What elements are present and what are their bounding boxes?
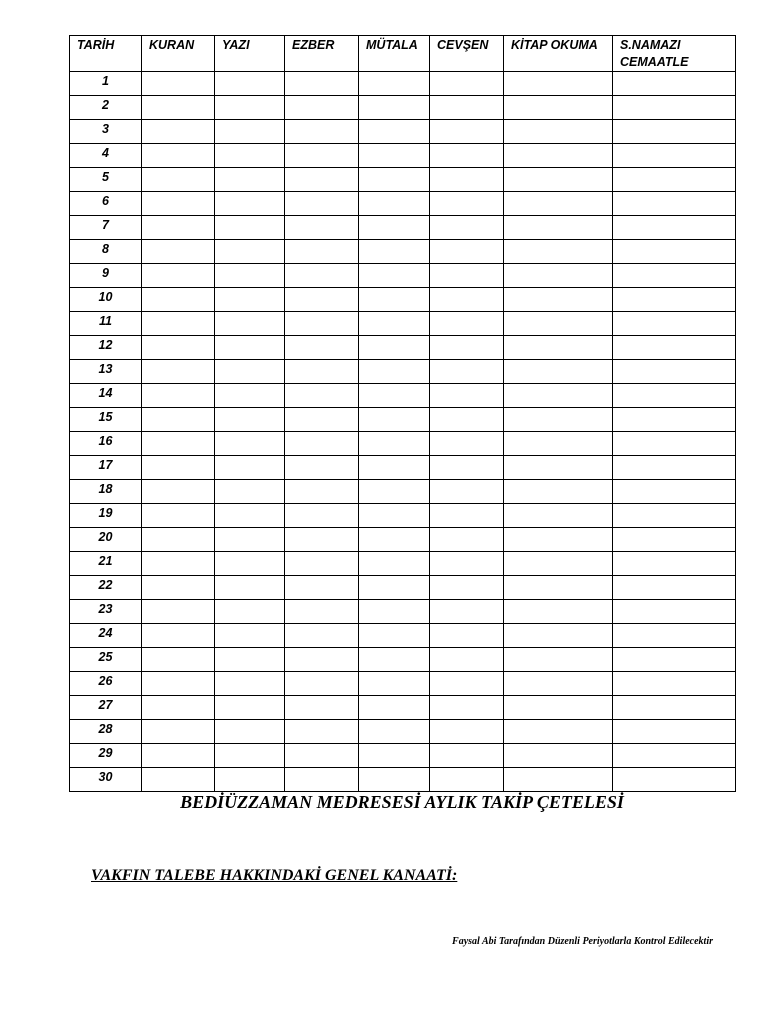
entry-cell[interactable] bbox=[504, 336, 613, 360]
table-row bbox=[70, 456, 736, 480]
column-header: S.NAMAZI CEMAATLE bbox=[613, 36, 736, 72]
entry-cell[interactable] bbox=[359, 264, 430, 288]
entry-cell[interactable] bbox=[285, 720, 359, 744]
column-header: CEVŞEN bbox=[430, 36, 504, 72]
entry-cell[interactable] bbox=[504, 120, 613, 144]
entry-cell[interactable] bbox=[215, 528, 285, 552]
entry-cell[interactable] bbox=[430, 528, 504, 552]
table-row bbox=[70, 72, 736, 96]
entry-cell[interactable] bbox=[215, 360, 285, 384]
table-row bbox=[70, 240, 736, 264]
entry-cell[interactable] bbox=[215, 600, 285, 624]
entry-cell[interactable] bbox=[285, 192, 359, 216]
day-number-cell: 27 bbox=[70, 696, 142, 720]
entry-cell[interactable] bbox=[215, 576, 285, 600]
entry-cell[interactable] bbox=[613, 312, 736, 336]
entry-cell[interactable] bbox=[215, 408, 285, 432]
entry-cell[interactable] bbox=[430, 744, 504, 768]
entry-cell[interactable] bbox=[430, 600, 504, 624]
table-row bbox=[70, 600, 736, 624]
entry-cell[interactable] bbox=[215, 432, 285, 456]
entry-cell[interactable] bbox=[142, 504, 215, 528]
entry-cell[interactable] bbox=[142, 456, 215, 480]
entry-cell[interactable] bbox=[142, 768, 215, 792]
day-number-cell: 4 bbox=[70, 144, 142, 168]
entry-cell[interactable] bbox=[215, 312, 285, 336]
entry-cell[interactable] bbox=[142, 432, 215, 456]
entry-cell[interactable] bbox=[504, 480, 613, 504]
entry-cell[interactable] bbox=[359, 384, 430, 408]
entry-cell[interactable] bbox=[215, 336, 285, 360]
entry-cell[interactable] bbox=[430, 168, 504, 192]
entry-cell[interactable] bbox=[285, 384, 359, 408]
entry-cell[interactable] bbox=[142, 216, 215, 240]
entry-cell[interactable] bbox=[430, 408, 504, 432]
day-number-cell: 30 bbox=[70, 768, 142, 792]
entry-cell[interactable] bbox=[430, 336, 504, 360]
entry-cell[interactable] bbox=[430, 216, 504, 240]
entry-cell[interactable] bbox=[430, 144, 504, 168]
entry-cell[interactable] bbox=[285, 648, 359, 672]
entry-cell[interactable] bbox=[613, 240, 736, 264]
entry-cell[interactable] bbox=[613, 264, 736, 288]
day-number-cell: 25 bbox=[70, 648, 142, 672]
entry-cell[interactable] bbox=[359, 768, 430, 792]
entry-cell[interactable] bbox=[613, 72, 736, 96]
entry-cell[interactable] bbox=[504, 360, 613, 384]
day-number-cell: 17 bbox=[70, 456, 142, 480]
table-row bbox=[70, 624, 736, 648]
entry-cell[interactable] bbox=[430, 192, 504, 216]
entry-cell[interactable] bbox=[430, 432, 504, 456]
table-row bbox=[70, 552, 736, 576]
entry-cell[interactable] bbox=[359, 696, 430, 720]
entry-cell[interactable] bbox=[215, 480, 285, 504]
entry-cell[interactable] bbox=[504, 768, 613, 792]
day-number-cell: 2 bbox=[70, 96, 142, 120]
entry-cell[interactable] bbox=[430, 240, 504, 264]
entry-cell[interactable] bbox=[613, 120, 736, 144]
entry-cell[interactable] bbox=[215, 144, 285, 168]
entry-cell[interactable] bbox=[215, 240, 285, 264]
column-header: TARİH bbox=[70, 36, 142, 72]
entry-cell[interactable] bbox=[142, 168, 215, 192]
entry-cell[interactable] bbox=[215, 216, 285, 240]
day-number-cell: 15 bbox=[70, 408, 142, 432]
entry-cell[interactable] bbox=[142, 312, 215, 336]
entry-cell[interactable] bbox=[359, 216, 430, 240]
entry-cell[interactable] bbox=[430, 96, 504, 120]
day-number-cell: 3 bbox=[70, 120, 142, 144]
entry-cell[interactable] bbox=[430, 624, 504, 648]
table-row bbox=[70, 744, 736, 768]
day-number-cell: 23 bbox=[70, 600, 142, 624]
entry-cell[interactable] bbox=[142, 672, 215, 696]
table-row bbox=[70, 144, 736, 168]
entry-cell[interactable] bbox=[504, 600, 613, 624]
table-row bbox=[70, 504, 736, 528]
entry-cell[interactable] bbox=[285, 696, 359, 720]
entry-cell[interactable] bbox=[359, 552, 430, 576]
entry-cell[interactable] bbox=[613, 144, 736, 168]
entry-cell[interactable] bbox=[142, 384, 215, 408]
entry-cell[interactable] bbox=[430, 552, 504, 576]
entry-cell[interactable] bbox=[142, 528, 215, 552]
entry-cell[interactable] bbox=[359, 672, 430, 696]
table-row bbox=[70, 648, 736, 672]
table-row bbox=[70, 528, 736, 552]
entry-cell[interactable] bbox=[613, 768, 736, 792]
table-body bbox=[70, 72, 736, 792]
column-header: KURAN bbox=[142, 36, 215, 72]
monthly-tracking-table bbox=[69, 35, 736, 792]
entry-cell[interactable] bbox=[359, 120, 430, 144]
entry-cell[interactable] bbox=[430, 720, 504, 744]
entry-cell[interactable] bbox=[430, 576, 504, 600]
entry-cell[interactable] bbox=[430, 264, 504, 288]
day-number-cell: 12 bbox=[70, 336, 142, 360]
entry-cell[interactable] bbox=[504, 744, 613, 768]
entry-cell[interactable] bbox=[285, 432, 359, 456]
entry-cell[interactable] bbox=[430, 648, 504, 672]
entry-cell[interactable] bbox=[285, 72, 359, 96]
entry-cell[interactable] bbox=[142, 480, 215, 504]
entry-cell[interactable] bbox=[359, 312, 430, 336]
entry-cell[interactable] bbox=[504, 240, 613, 264]
entry-cell[interactable] bbox=[285, 408, 359, 432]
entry-cell[interactable] bbox=[215, 696, 285, 720]
table-row bbox=[70, 432, 736, 456]
entry-cell[interactable] bbox=[613, 480, 736, 504]
entry-cell[interactable] bbox=[285, 264, 359, 288]
day-number-cell: 28 bbox=[70, 720, 142, 744]
entry-cell[interactable] bbox=[285, 456, 359, 480]
entry-cell[interactable] bbox=[613, 336, 736, 360]
day-number-cell: 10 bbox=[70, 288, 142, 312]
entry-cell[interactable] bbox=[142, 576, 215, 600]
table-row bbox=[70, 576, 736, 600]
entry-cell[interactable] bbox=[359, 168, 430, 192]
entry-cell[interactable] bbox=[215, 648, 285, 672]
entry-cell[interactable] bbox=[359, 624, 430, 648]
entry-cell[interactable] bbox=[504, 312, 613, 336]
entry-cell[interactable] bbox=[285, 216, 359, 240]
table-header-row bbox=[70, 36, 736, 72]
entry-cell[interactable] bbox=[285, 144, 359, 168]
entry-cell[interactable] bbox=[285, 624, 359, 648]
entry-cell[interactable] bbox=[142, 624, 215, 648]
entry-cell[interactable] bbox=[359, 744, 430, 768]
entry-cell[interactable] bbox=[613, 648, 736, 672]
column-header: MÜTALA bbox=[359, 36, 430, 72]
entry-cell[interactable] bbox=[430, 504, 504, 528]
entry-cell[interactable] bbox=[285, 600, 359, 624]
entry-cell[interactable] bbox=[215, 720, 285, 744]
entry-cell[interactable] bbox=[142, 120, 215, 144]
entry-cell[interactable] bbox=[359, 456, 430, 480]
table-row bbox=[70, 408, 736, 432]
entry-cell[interactable] bbox=[359, 576, 430, 600]
entry-cell[interactable] bbox=[359, 96, 430, 120]
footer-note: Faysal Abi Tarafından Düzenli Periyotlarla Kontrol Edilecektir bbox=[452, 936, 713, 947]
entry-cell[interactable] bbox=[504, 72, 613, 96]
day-number-cell: 9 bbox=[70, 264, 142, 288]
entry-cell[interactable] bbox=[613, 552, 736, 576]
column-header: EZBER bbox=[285, 36, 359, 72]
day-number-cell: 26 bbox=[70, 672, 142, 696]
entry-cell[interactable] bbox=[215, 768, 285, 792]
entry-cell[interactable] bbox=[142, 192, 215, 216]
entry-cell[interactable] bbox=[285, 480, 359, 504]
entry-cell[interactable] bbox=[359, 144, 430, 168]
day-number-cell: 1 bbox=[70, 72, 142, 96]
entry-cell[interactable] bbox=[359, 504, 430, 528]
entry-cell[interactable] bbox=[285, 120, 359, 144]
entry-cell[interactable] bbox=[504, 672, 613, 696]
entry-cell[interactable] bbox=[504, 552, 613, 576]
entry-cell[interactable] bbox=[504, 648, 613, 672]
entry-cell[interactable] bbox=[285, 672, 359, 696]
entry-cell[interactable] bbox=[613, 624, 736, 648]
day-number-cell: 21 bbox=[70, 552, 142, 576]
day-number-cell: 20 bbox=[70, 528, 142, 552]
entry-cell[interactable] bbox=[142, 96, 215, 120]
day-number-cell: 6 bbox=[70, 192, 142, 216]
entry-cell[interactable] bbox=[142, 648, 215, 672]
entry-cell[interactable] bbox=[613, 96, 736, 120]
entry-cell[interactable] bbox=[142, 360, 215, 384]
day-number-cell: 18 bbox=[70, 480, 142, 504]
table-row bbox=[70, 720, 736, 744]
day-number-cell: 19 bbox=[70, 504, 142, 528]
entry-cell[interactable] bbox=[142, 696, 215, 720]
entry-cell[interactable] bbox=[430, 360, 504, 384]
entry-cell[interactable] bbox=[215, 744, 285, 768]
entry-cell[interactable] bbox=[504, 528, 613, 552]
entry-cell[interactable] bbox=[215, 288, 285, 312]
entry-cell[interactable] bbox=[359, 600, 430, 624]
entry-cell[interactable] bbox=[142, 144, 215, 168]
entry-cell[interactable] bbox=[359, 480, 430, 504]
entry-cell[interactable] bbox=[613, 288, 736, 312]
entry-cell[interactable] bbox=[613, 168, 736, 192]
entry-cell[interactable] bbox=[142, 72, 215, 96]
entry-cell[interactable] bbox=[613, 408, 736, 432]
entry-cell[interactable] bbox=[215, 120, 285, 144]
entry-cell[interactable] bbox=[142, 288, 215, 312]
entry-cell[interactable] bbox=[613, 384, 736, 408]
entry-cell[interactable] bbox=[430, 120, 504, 144]
column-header: YAZI bbox=[215, 36, 285, 72]
day-number-cell: 7 bbox=[70, 216, 142, 240]
entry-cell[interactable] bbox=[613, 456, 736, 480]
entry-cell[interactable] bbox=[215, 96, 285, 120]
table-row bbox=[70, 336, 736, 360]
entry-cell[interactable] bbox=[215, 552, 285, 576]
table-row bbox=[70, 120, 736, 144]
entry-cell[interactable] bbox=[359, 72, 430, 96]
entry-cell[interactable] bbox=[142, 264, 215, 288]
entry-cell[interactable] bbox=[504, 264, 613, 288]
entry-cell[interactable] bbox=[430, 768, 504, 792]
entry-cell[interactable] bbox=[285, 168, 359, 192]
entry-cell[interactable] bbox=[215, 72, 285, 96]
entry-cell[interactable] bbox=[142, 744, 215, 768]
entry-cell[interactable] bbox=[285, 312, 359, 336]
entry-cell[interactable] bbox=[613, 192, 736, 216]
entry-cell[interactable] bbox=[504, 168, 613, 192]
table-row bbox=[70, 168, 736, 192]
entry-cell[interactable] bbox=[285, 504, 359, 528]
entry-cell[interactable] bbox=[504, 144, 613, 168]
day-number-cell: 22 bbox=[70, 576, 142, 600]
day-number-cell: 16 bbox=[70, 432, 142, 456]
entry-cell[interactable] bbox=[215, 456, 285, 480]
day-number-cell: 8 bbox=[70, 240, 142, 264]
entry-cell[interactable] bbox=[613, 600, 736, 624]
entry-cell[interactable] bbox=[504, 504, 613, 528]
entry-cell[interactable] bbox=[215, 264, 285, 288]
entry-cell[interactable] bbox=[613, 744, 736, 768]
entry-cell[interactable] bbox=[359, 528, 430, 552]
entry-cell[interactable] bbox=[613, 432, 736, 456]
entry-cell[interactable] bbox=[142, 552, 215, 576]
entry-cell[interactable] bbox=[504, 696, 613, 720]
entry-cell[interactable] bbox=[504, 192, 613, 216]
entry-cell[interactable] bbox=[142, 336, 215, 360]
entry-cell[interactable] bbox=[285, 552, 359, 576]
table-row bbox=[70, 384, 736, 408]
general-opinion-label: VAKFIN TALEBE HAKKINDAKİ GENEL KANAATİ: bbox=[91, 867, 458, 884]
entry-cell[interactable] bbox=[430, 72, 504, 96]
entry-cell[interactable] bbox=[285, 528, 359, 552]
entry-cell[interactable] bbox=[613, 576, 736, 600]
entry-cell[interactable] bbox=[142, 600, 215, 624]
entry-cell[interactable] bbox=[285, 240, 359, 264]
entry-cell[interactable] bbox=[215, 624, 285, 648]
entry-cell[interactable] bbox=[359, 408, 430, 432]
entry-cell[interactable] bbox=[215, 384, 285, 408]
table-row bbox=[70, 480, 736, 504]
entry-cell[interactable] bbox=[359, 336, 430, 360]
table-row bbox=[70, 264, 736, 288]
table-row bbox=[70, 672, 736, 696]
entry-cell[interactable] bbox=[613, 360, 736, 384]
day-number-cell: 29 bbox=[70, 744, 142, 768]
entry-cell[interactable] bbox=[504, 96, 613, 120]
entry-cell[interactable] bbox=[504, 288, 613, 312]
table-row bbox=[70, 216, 736, 240]
entry-cell[interactable] bbox=[504, 432, 613, 456]
entry-cell[interactable] bbox=[613, 504, 736, 528]
entry-cell[interactable] bbox=[430, 456, 504, 480]
day-number-cell: 5 bbox=[70, 168, 142, 192]
entry-cell[interactable] bbox=[430, 312, 504, 336]
entry-cell[interactable] bbox=[504, 384, 613, 408]
page-title: BEDİÜZZAMAN MEDRESESİ AYLIK TAKİP ÇETELESİ bbox=[180, 792, 624, 812]
entry-cell[interactable] bbox=[504, 408, 613, 432]
entry-cell[interactable] bbox=[215, 192, 285, 216]
entry-cell[interactable] bbox=[215, 504, 285, 528]
entry-cell[interactable] bbox=[613, 696, 736, 720]
entry-cell[interactable] bbox=[430, 384, 504, 408]
entry-cell[interactable] bbox=[285, 576, 359, 600]
entry-cell[interactable] bbox=[359, 192, 430, 216]
entry-cell[interactable] bbox=[430, 480, 504, 504]
table-row bbox=[70, 696, 736, 720]
entry-cell[interactable] bbox=[359, 360, 430, 384]
entry-cell[interactable] bbox=[430, 288, 504, 312]
entry-cell[interactable] bbox=[359, 288, 430, 312]
entry-cell[interactable] bbox=[359, 432, 430, 456]
entry-cell[interactable] bbox=[504, 216, 613, 240]
table-row bbox=[70, 288, 736, 312]
entry-cell[interactable] bbox=[504, 576, 613, 600]
table-row bbox=[70, 768, 736, 792]
column-header: KİTAP OKUMA bbox=[504, 36, 613, 72]
entry-cell[interactable] bbox=[285, 336, 359, 360]
entry-cell[interactable] bbox=[142, 720, 215, 744]
entry-cell[interactable] bbox=[359, 648, 430, 672]
table-row bbox=[70, 312, 736, 336]
entry-cell[interactable] bbox=[215, 672, 285, 696]
entry-cell[interactable] bbox=[504, 720, 613, 744]
day-number-cell: 13 bbox=[70, 360, 142, 384]
entry-cell[interactable] bbox=[430, 696, 504, 720]
entry-cell[interactable] bbox=[359, 720, 430, 744]
table-row bbox=[70, 96, 736, 120]
entry-cell[interactable] bbox=[285, 288, 359, 312]
entry-cell[interactable] bbox=[285, 96, 359, 120]
entry-cell[interactable] bbox=[613, 720, 736, 744]
entry-cell[interactable] bbox=[504, 456, 613, 480]
entry-cell[interactable] bbox=[613, 216, 736, 240]
day-number-cell: 24 bbox=[70, 624, 142, 648]
entry-cell[interactable] bbox=[285, 744, 359, 768]
entry-cell[interactable] bbox=[504, 624, 613, 648]
entry-cell[interactable] bbox=[142, 240, 215, 264]
entry-cell[interactable] bbox=[142, 408, 215, 432]
entry-cell[interactable] bbox=[613, 672, 736, 696]
entry-cell[interactable] bbox=[285, 360, 359, 384]
day-number-cell: 11 bbox=[70, 312, 142, 336]
entry-cell[interactable] bbox=[285, 768, 359, 792]
entry-cell[interactable] bbox=[359, 240, 430, 264]
entry-cell[interactable] bbox=[215, 168, 285, 192]
entry-cell[interactable] bbox=[430, 672, 504, 696]
table-row bbox=[70, 192, 736, 216]
table-row bbox=[70, 360, 736, 384]
day-number-cell: 14 bbox=[70, 384, 142, 408]
entry-cell[interactable] bbox=[613, 528, 736, 552]
